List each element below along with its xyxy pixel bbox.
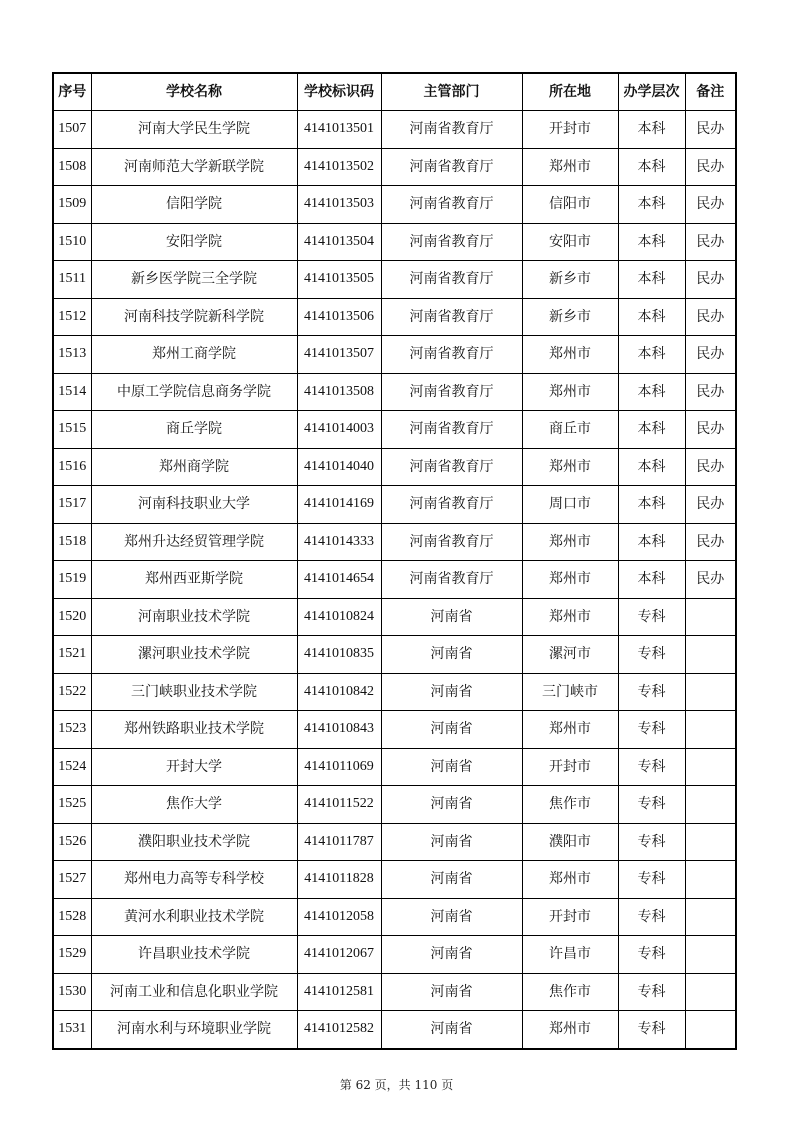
cell-serial: 1513 bbox=[53, 336, 91, 374]
cell-department: 河南省 bbox=[381, 973, 522, 1011]
cell-department: 河南省教育厅 bbox=[381, 223, 522, 261]
cell-level: 专科 bbox=[618, 898, 685, 936]
cell-school-code: 4141014654 bbox=[297, 561, 381, 599]
cell-department: 河南省教育厅 bbox=[381, 148, 522, 186]
cell-school-name: 黄河水利职业技术学院 bbox=[91, 898, 297, 936]
cell-school-name: 新乡医学院三全学院 bbox=[91, 261, 297, 299]
cell-level: 本科 bbox=[618, 448, 685, 486]
table-row bbox=[53, 298, 736, 336]
cell-school-code: 4141013507 bbox=[297, 336, 381, 374]
cell-note bbox=[685, 936, 736, 974]
cell-location: 开封市 bbox=[522, 748, 618, 786]
cell-school-code: 4141010824 bbox=[297, 598, 381, 636]
cell-school-name: 河南师范大学新联学院 bbox=[91, 148, 297, 186]
cell-department: 河南省 bbox=[381, 598, 522, 636]
cell-note: 民办 bbox=[685, 561, 736, 599]
cell-school-name: 郑州商学院 bbox=[91, 448, 297, 486]
cell-serial: 1524 bbox=[53, 748, 91, 786]
cell-serial: 1508 bbox=[53, 148, 91, 186]
cell-location: 郑州市 bbox=[522, 561, 618, 599]
table-row bbox=[53, 261, 736, 299]
header-row bbox=[53, 73, 736, 111]
cell-location: 安阳市 bbox=[522, 223, 618, 261]
cell-location: 郑州市 bbox=[522, 336, 618, 374]
cell-serial: 1526 bbox=[53, 823, 91, 861]
table-row bbox=[53, 336, 736, 374]
cell-department: 河南省 bbox=[381, 936, 522, 974]
header-note: 备注 bbox=[685, 73, 736, 111]
cell-school-code: 4141012058 bbox=[297, 898, 381, 936]
cell-location: 濮阳市 bbox=[522, 823, 618, 861]
cell-school-code: 4141013506 bbox=[297, 298, 381, 336]
cell-location: 郑州市 bbox=[522, 861, 618, 899]
cell-school-name: 郑州升达经贸管理学院 bbox=[91, 523, 297, 561]
cell-location: 信阳市 bbox=[522, 186, 618, 224]
cell-location: 郑州市 bbox=[522, 448, 618, 486]
cell-school-name: 中原工学院信息商务学院 bbox=[91, 373, 297, 411]
table-row bbox=[53, 1011, 736, 1049]
table-row bbox=[53, 636, 736, 674]
cell-department: 河南省教育厅 bbox=[381, 298, 522, 336]
cell-note bbox=[685, 1011, 736, 1049]
cell-note bbox=[685, 973, 736, 1011]
cell-level: 本科 bbox=[618, 523, 685, 561]
cell-school-name: 焦作大学 bbox=[91, 786, 297, 824]
cell-location: 郑州市 bbox=[522, 523, 618, 561]
cell-department: 河南省 bbox=[381, 636, 522, 674]
cell-level: 专科 bbox=[618, 936, 685, 974]
header-department: 主管部门 bbox=[381, 73, 522, 111]
cell-school-code: 4141014333 bbox=[297, 523, 381, 561]
header-level: 办学层次 bbox=[618, 73, 685, 111]
cell-level: 本科 bbox=[618, 373, 685, 411]
table-row bbox=[53, 373, 736, 411]
cell-department: 河南省 bbox=[381, 786, 522, 824]
cell-school-name: 开封大学 bbox=[91, 748, 297, 786]
cell-location: 新乡市 bbox=[522, 261, 618, 299]
cell-level: 本科 bbox=[618, 486, 685, 524]
cell-school-name: 商丘学院 bbox=[91, 411, 297, 449]
header-serial: 序号 bbox=[53, 73, 91, 111]
table-row bbox=[53, 223, 736, 261]
cell-serial: 1527 bbox=[53, 861, 91, 899]
header-school-code: 学校标识码 bbox=[297, 73, 381, 111]
cell-school-code: 4141012582 bbox=[297, 1011, 381, 1049]
cell-location: 郑州市 bbox=[522, 711, 618, 749]
cell-serial: 1530 bbox=[53, 973, 91, 1011]
cell-department: 河南省 bbox=[381, 861, 522, 899]
table-row bbox=[53, 861, 736, 899]
cell-school-code: 4141013504 bbox=[297, 223, 381, 261]
table-row bbox=[53, 598, 736, 636]
cell-location: 周口市 bbox=[522, 486, 618, 524]
cell-school-code: 4141013503 bbox=[297, 186, 381, 224]
cell-school-code: 4141012581 bbox=[297, 973, 381, 1011]
cell-location: 开封市 bbox=[522, 898, 618, 936]
cell-note: 民办 bbox=[685, 523, 736, 561]
cell-level: 本科 bbox=[618, 336, 685, 374]
cell-serial: 1510 bbox=[53, 223, 91, 261]
cell-serial: 1521 bbox=[53, 636, 91, 674]
cell-serial: 1531 bbox=[53, 1011, 91, 1049]
cell-school-name: 河南科技职业大学 bbox=[91, 486, 297, 524]
cell-note: 民办 bbox=[685, 186, 736, 224]
cell-department: 河南省教育厅 bbox=[381, 411, 522, 449]
cell-level: 本科 bbox=[618, 111, 685, 149]
cell-note bbox=[685, 711, 736, 749]
cell-note: 民办 bbox=[685, 298, 736, 336]
table-row bbox=[53, 448, 736, 486]
table-row bbox=[53, 111, 736, 149]
cell-school-code: 4141011069 bbox=[297, 748, 381, 786]
cell-school-code: 4141014040 bbox=[297, 448, 381, 486]
cell-note: 民办 bbox=[685, 336, 736, 374]
header-school-name: 学校名称 bbox=[91, 73, 297, 111]
table-row bbox=[53, 148, 736, 186]
table-row bbox=[53, 823, 736, 861]
cell-school-name: 信阳学院 bbox=[91, 186, 297, 224]
cell-note: 民办 bbox=[685, 148, 736, 186]
cell-school-name: 河南职业技术学院 bbox=[91, 598, 297, 636]
cell-school-name: 漯河职业技术学院 bbox=[91, 636, 297, 674]
table-row bbox=[53, 673, 736, 711]
cell-level: 本科 bbox=[618, 298, 685, 336]
cell-level: 专科 bbox=[618, 673, 685, 711]
cell-serial: 1517 bbox=[53, 486, 91, 524]
cell-note bbox=[685, 898, 736, 936]
cell-level: 本科 bbox=[618, 148, 685, 186]
cell-school-name: 郑州工商学院 bbox=[91, 336, 297, 374]
cell-serial: 1529 bbox=[53, 936, 91, 974]
cell-level: 专科 bbox=[618, 786, 685, 824]
cell-department: 河南省教育厅 bbox=[381, 486, 522, 524]
header-location: 所在地 bbox=[522, 73, 618, 111]
cell-location: 开封市 bbox=[522, 111, 618, 149]
cell-serial: 1520 bbox=[53, 598, 91, 636]
cell-location: 新乡市 bbox=[522, 298, 618, 336]
cell-school-name: 安阳学院 bbox=[91, 223, 297, 261]
cell-location: 郑州市 bbox=[522, 148, 618, 186]
cell-department: 河南省教育厅 bbox=[381, 373, 522, 411]
cell-school-code: 4141013505 bbox=[297, 261, 381, 299]
table-row bbox=[53, 561, 736, 599]
cell-note bbox=[685, 598, 736, 636]
cell-school-name: 郑州电力高等专科学校 bbox=[91, 861, 297, 899]
school-table bbox=[52, 72, 737, 1050]
cell-note: 民办 bbox=[685, 486, 736, 524]
table-row bbox=[53, 786, 736, 824]
cell-level: 本科 bbox=[618, 411, 685, 449]
cell-school-name: 许昌职业技术学院 bbox=[91, 936, 297, 974]
cell-level: 本科 bbox=[618, 223, 685, 261]
cell-note bbox=[685, 786, 736, 824]
cell-note bbox=[685, 861, 736, 899]
page-footer: 第 62 页，共 110 页 bbox=[339, 1078, 454, 1092]
cell-serial: 1525 bbox=[53, 786, 91, 824]
cell-school-name: 河南大学民生学院 bbox=[91, 111, 297, 149]
cell-note bbox=[685, 673, 736, 711]
cell-school-code: 4141013501 bbox=[297, 111, 381, 149]
cell-department: 河南省 bbox=[381, 748, 522, 786]
cell-department: 河南省 bbox=[381, 898, 522, 936]
cell-serial: 1512 bbox=[53, 298, 91, 336]
cell-school-code: 4141014169 bbox=[297, 486, 381, 524]
cell-location: 郑州市 bbox=[522, 1011, 618, 1049]
cell-level: 专科 bbox=[618, 823, 685, 861]
cell-location: 焦作市 bbox=[522, 973, 618, 1011]
cell-school-code: 4141014003 bbox=[297, 411, 381, 449]
cell-school-code: 4141011787 bbox=[297, 823, 381, 861]
cell-department: 河南省 bbox=[381, 673, 522, 711]
table-row bbox=[53, 523, 736, 561]
cell-location: 三门峡市 bbox=[522, 673, 618, 711]
cell-level: 专科 bbox=[618, 636, 685, 674]
cell-department: 河南省教育厅 bbox=[381, 448, 522, 486]
cell-note: 民办 bbox=[685, 223, 736, 261]
cell-department: 河南省教育厅 bbox=[381, 523, 522, 561]
cell-location: 漯河市 bbox=[522, 636, 618, 674]
cell-note bbox=[685, 823, 736, 861]
cell-department: 河南省 bbox=[381, 823, 522, 861]
cell-serial: 1518 bbox=[53, 523, 91, 561]
cell-level: 专科 bbox=[618, 861, 685, 899]
table-body bbox=[53, 111, 736, 1049]
cell-level: 专科 bbox=[618, 748, 685, 786]
cell-school-name: 郑州西亚斯学院 bbox=[91, 561, 297, 599]
table-row bbox=[53, 898, 736, 936]
cell-serial: 1511 bbox=[53, 261, 91, 299]
cell-school-name: 河南工业和信息化职业学院 bbox=[91, 973, 297, 1011]
table-row bbox=[53, 486, 736, 524]
cell-note bbox=[685, 636, 736, 674]
cell-level: 本科 bbox=[618, 261, 685, 299]
cell-school-code: 4141010835 bbox=[297, 636, 381, 674]
cell-school-code: 4141011828 bbox=[297, 861, 381, 899]
cell-location: 郑州市 bbox=[522, 598, 618, 636]
cell-level: 本科 bbox=[618, 186, 685, 224]
cell-level: 专科 bbox=[618, 973, 685, 1011]
cell-serial: 1516 bbox=[53, 448, 91, 486]
cell-school-code: 4141013508 bbox=[297, 373, 381, 411]
table-row bbox=[53, 936, 736, 974]
cell-serial: 1515 bbox=[53, 411, 91, 449]
cell-school-code: 4141010842 bbox=[297, 673, 381, 711]
cell-department: 河南省教育厅 bbox=[381, 561, 522, 599]
table-row bbox=[53, 748, 736, 786]
table-row bbox=[53, 973, 736, 1011]
table-row bbox=[53, 411, 736, 449]
cell-school-code: 4141013502 bbox=[297, 148, 381, 186]
cell-school-name: 三门峡职业技术学院 bbox=[91, 673, 297, 711]
cell-note: 民办 bbox=[685, 448, 736, 486]
cell-department: 河南省 bbox=[381, 711, 522, 749]
table-row bbox=[53, 711, 736, 749]
cell-location: 商丘市 bbox=[522, 411, 618, 449]
cell-department: 河南省教育厅 bbox=[381, 186, 522, 224]
cell-school-name: 郑州铁路职业技术学院 bbox=[91, 711, 297, 749]
cell-department: 河南省教育厅 bbox=[381, 111, 522, 149]
school-list-sheet bbox=[52, 72, 735, 1050]
cell-note bbox=[685, 748, 736, 786]
cell-note: 民办 bbox=[685, 261, 736, 299]
cell-serial: 1519 bbox=[53, 561, 91, 599]
cell-note: 民办 bbox=[685, 373, 736, 411]
cell-serial: 1522 bbox=[53, 673, 91, 711]
cell-school-code: 4141011522 bbox=[297, 786, 381, 824]
cell-department: 河南省 bbox=[381, 1011, 522, 1049]
cell-note: 民办 bbox=[685, 111, 736, 149]
cell-department: 河南省教育厅 bbox=[381, 336, 522, 374]
cell-level: 专科 bbox=[618, 711, 685, 749]
cell-school-name: 河南科技学院新科学院 bbox=[91, 298, 297, 336]
cell-school-code: 4141010843 bbox=[297, 711, 381, 749]
cell-location: 焦作市 bbox=[522, 786, 618, 824]
table-row bbox=[53, 186, 736, 224]
cell-serial: 1507 bbox=[53, 111, 91, 149]
cell-note: 民办 bbox=[685, 411, 736, 449]
cell-location: 郑州市 bbox=[522, 373, 618, 411]
cell-serial: 1523 bbox=[53, 711, 91, 749]
cell-school-name: 河南水利与环境职业学院 bbox=[91, 1011, 297, 1049]
table-header bbox=[53, 73, 736, 111]
cell-location: 许昌市 bbox=[522, 936, 618, 974]
cell-serial: 1528 bbox=[53, 898, 91, 936]
cell-level: 专科 bbox=[618, 598, 685, 636]
cell-department: 河南省教育厅 bbox=[381, 261, 522, 299]
cell-school-name: 濮阳职业技术学院 bbox=[91, 823, 297, 861]
cell-level: 本科 bbox=[618, 561, 685, 599]
cell-serial: 1509 bbox=[53, 186, 91, 224]
cell-serial: 1514 bbox=[53, 373, 91, 411]
cell-level: 专科 bbox=[618, 1011, 685, 1049]
cell-school-code: 4141012067 bbox=[297, 936, 381, 974]
